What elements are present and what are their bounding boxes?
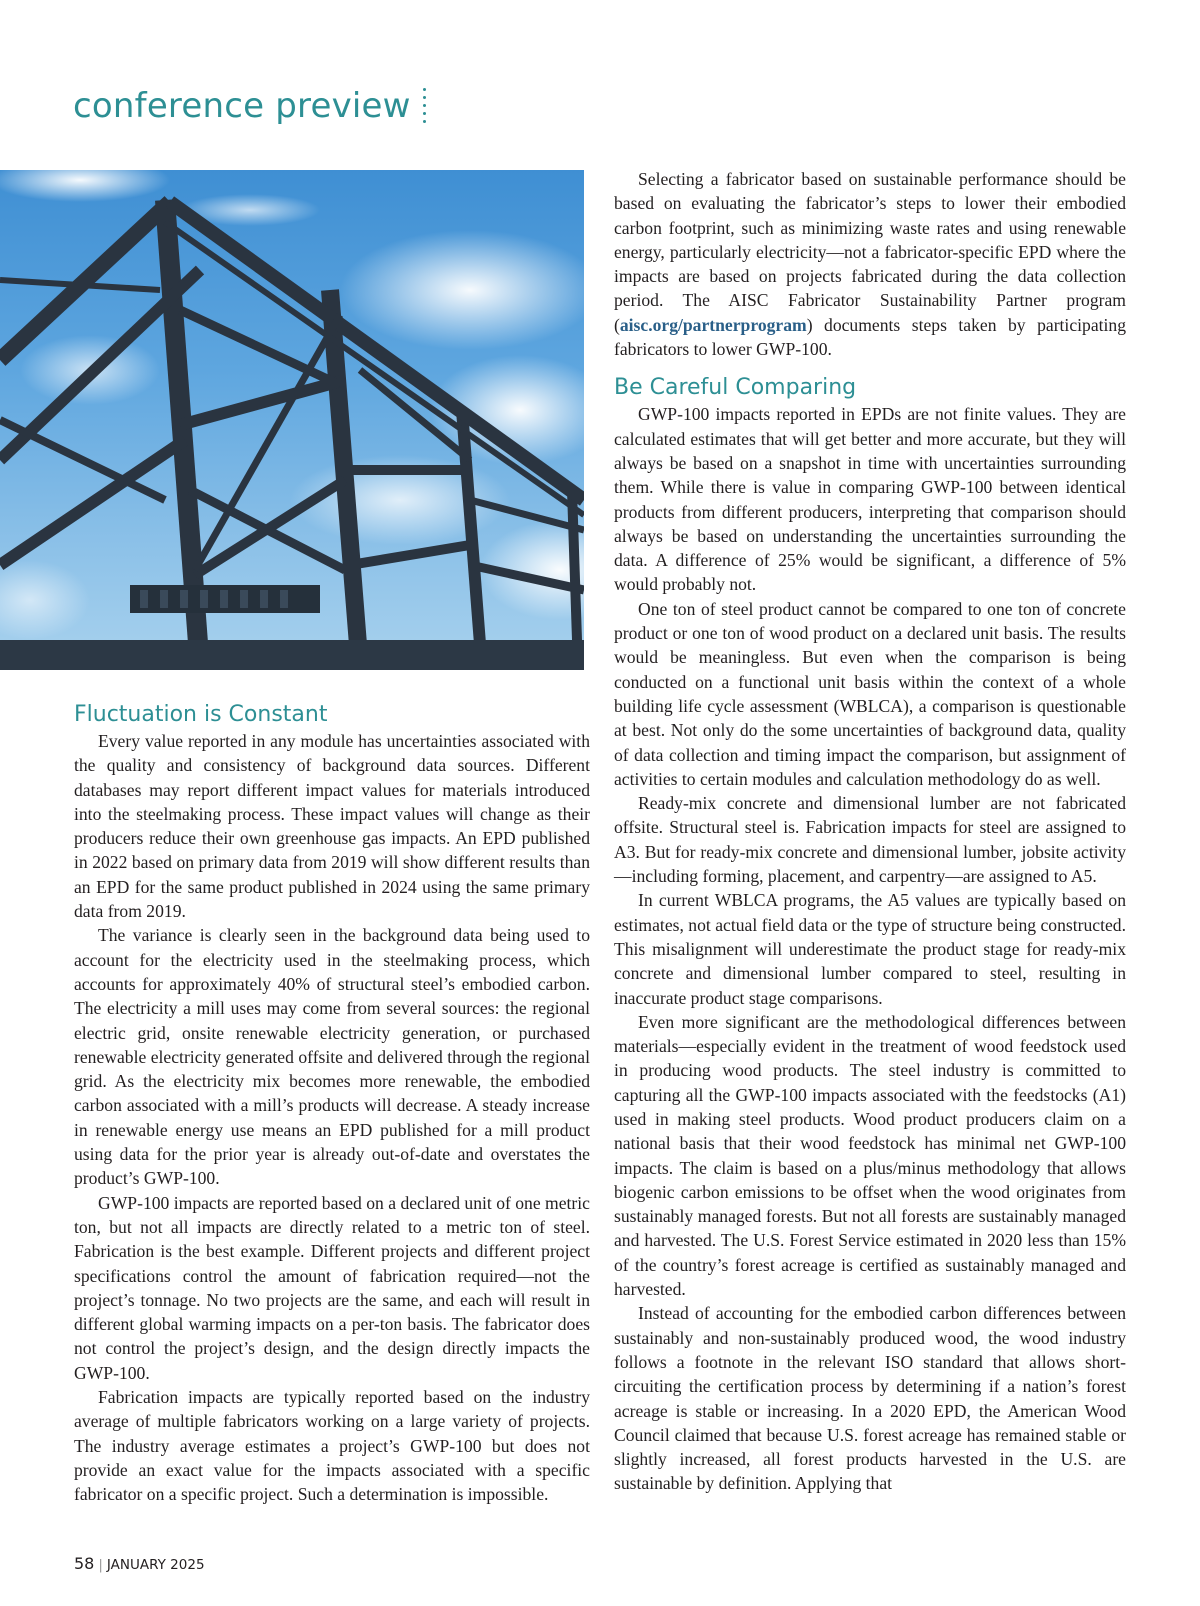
steel-frame-photo	[0, 170, 584, 670]
page-footer	[74, 1554, 205, 1573]
left-paragraph: Every value reported in any module has uncertainties associated with the quality and consistency of background data sources. Different databases may report different impact values for materials introduced into the steelmaking process. These impact values will change as their producers reduce their own greenhouse gas impacts. An EPD published in 2022 based on primary data from 2019 will show different results than an EPD for the same product published in 2024 using the same primary data from 2019.	[74, 731, 590, 922]
right-paragraph: One ton of steel product cannot be compared to one ton of concrete product or one ton of wood product on a declared unit basis. The results would be meaningless. But even when the comparison is being conducted on a functional unit basis within the context of a whole building life cycle assessment (WBLCA), a comparison is questionable at best. Not only do the some uncertainties of background data, quality of data collection and timing impact the comparison, but assignment of activities to certain modules and calculation methodology do as well.	[614, 598, 1126, 789]
intro-text-end: ) documents steps taken by participating fabricators to lower GWP-100.	[614, 314, 1126, 360]
section-header	[73, 85, 426, 126]
left-column	[74, 701, 590, 1507]
right-paragraph: Instead of accounting for the embodied carbon differences between sustainably and non-sustainably produced wood, the wood industry follows a footnote in the relevant ISO standard that allows short-circuiting the certification process by determining if a nation’s forest acreage is stable or increasing. In a 2020 EPD, the American Wood Council claimed that because U.S. forest acreage has remained stable or slightly increased, all forest products harvested in the U.S. are sustainable by definition. Applying that	[614, 1303, 1126, 1494]
steel-frame-illustration	[0, 170, 584, 670]
left-subheading: Fluctuation is Constant	[74, 702, 328, 727]
issue-date: JANUARY 2025	[106, 1557, 205, 1573]
intro-text: Selecting a fabricator based on sustainable performance should be based on evaluating the fabricator’s steps to lower their embodied carbon footprint, such as minimizing waste rates and using renewable energy, particularly electricity—not a fabricator-specific EPD where the impacts are based on projects fabricated during the data collection period. The AISC Fabricator Sustainability Partner program (	[614, 169, 1126, 335]
right-paragraph: Even more significant are the methodological differences between materials—especially evident in the treatment of wood feedstock used in producing wood products. The steel industry is committed to capturing all the GWP-100 impacts associated with the feedstocks (A1) used in making steel products. Wood product producers claim on a national basis that their wood feedstock has minimal net GWP-100 impacts. The claim is based on a plus/minus methodology that allows biogenic carbon emissions to be offset when the wood originates from sustainably managed forests. But not all forests are sustainably managed and harvested. The U.S. Forest Service estimated in 2020 less than 15% of the country’s forest acreage is certified as sustainably managed and harvested.	[614, 1011, 1126, 1300]
section-label: conference preview	[73, 85, 411, 126]
right-paragraph: In current WBLCA programs, the A5 values are typically based on estimates, not actual field data or the type of structure being constructed. This misalignment will underestimate the product stage for ready-mix concrete and dimensional lumber compared to steel, resulting in inaccurate product stage comparisons.	[614, 890, 1126, 1008]
partner-program-link[interactable]: aisc.org/partnerprogram	[619, 314, 807, 335]
right-subheading: Be Careful Comparing	[614, 375, 857, 401]
right-paragraph: Ready-mix concrete and dimensional lumber are not fabricated offsite. Structural steel is. Fabrication impacts for steel are assigned to A3. But for ready-mix concrete and dimensional lumber, jobsite activity—including forming, placement, and carpentry—are assigned to A5.	[614, 793, 1126, 887]
right-column	[614, 167, 1126, 1496]
right-paragraph: GWP-100 impacts reported in EPDs are not finite values. They are calculated estimates that will get better and more accurate, but they will always be based on a snapshot in time with uncertainties surrounding them. While there is value in comparing GWP-100 between identical products from different producers, interpreting that comparison should always be based on understanding the uncertainties surrounding the data. A difference of 25% would be significant, a difference of 5% would probably not.	[614, 404, 1126, 595]
page-number: 58	[74, 1554, 95, 1573]
left-paragraph: GWP-100 impacts are reported based on a declared unit of one metric ton, but not all impacts are directly related to a metric ton of steel. Fabrication is the best example. Different projects and different project specifications control the amount of fabrication required—not the project’s tonnage. No two projects are the same, and each will result in different global warming impacts on a per-ton basis. The fabricator does not control the project’s design, and the design directly impacts the GWP-100.	[74, 1192, 590, 1383]
footer-separator: |	[98, 1557, 103, 1573]
dotted-divider-icon	[423, 88, 426, 123]
left-paragraph: The variance is clearly seen in the background data being used to account for the electricity used in the steelmaking process, which accounts for approximately 40% of structural steel’s embodied carbon. The electricity a mill uses may come from several sources: the regional electric grid, onsite renewable electricity generation, or purchased renewable electricity generated offsite and delivered through the regional grid. As the electricity mix becomes more renewable, the embodied carbon associated with a mill’s products will decrease. A steady increase in renewable energy use means an EPD published for a mill product using data for the prior year is already out-of-date and overstates the product’s GWP-100.	[74, 925, 590, 1189]
right-intro-paragraph	[614, 167, 1126, 361]
left-paragraph: Fabrication impacts are typically reported based on the industry average of multiple fabricators working on a large variety of projects. The industry average estimates a project’s GWP-100 but does not provide an exact value for the impacts associated with a specific fabricator on a specific project. Such a determination is impossible.	[74, 1387, 590, 1505]
